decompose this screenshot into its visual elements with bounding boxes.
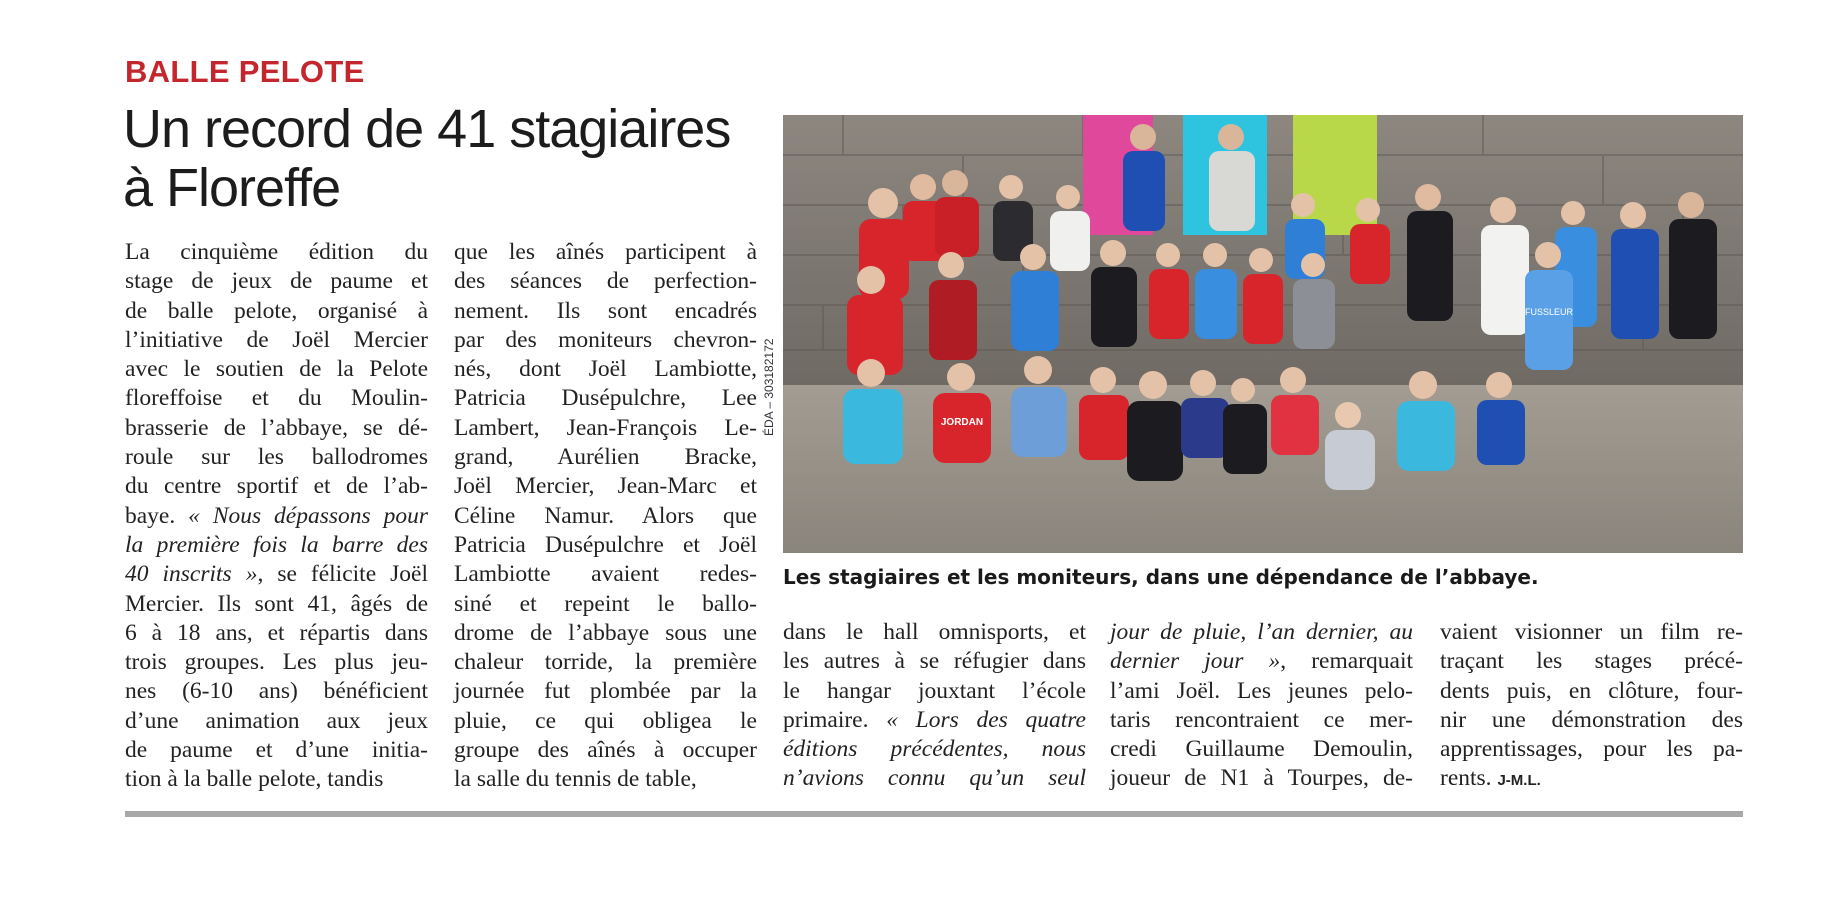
text-line: journée fut plombée par la	[454, 678, 757, 705]
photo-caption: Les stagiaires et les moniteurs, dans une dépendance de l’abbaye.	[783, 565, 1539, 589]
text-line: drome de l’abbaye sous une	[454, 619, 757, 646]
group-photo-illustration	[783, 115, 1743, 553]
article-photo	[783, 115, 1743, 553]
text-line: chaleur torride, la première	[454, 649, 757, 676]
text-line: stage de jeux de paume et	[125, 268, 428, 295]
text-line: credi Guillaume Demoulin,	[1110, 736, 1413, 763]
quote-italic: « Lors des quatre	[886, 706, 1086, 733]
headline-line-2: à Floreffe	[123, 158, 341, 218]
headline	[123, 100, 743, 218]
byline: J-M.L.	[1497, 772, 1541, 790]
text-line: Joël Mercier, Jean-Marc et	[454, 473, 757, 500]
photo-credit: ÉDA – 303182172	[762, 338, 776, 436]
article-column-3	[783, 618, 1086, 794]
text-line: d’une animation aux jeux	[125, 707, 428, 734]
text-line: 6 à 18 ans, et répartis dans	[125, 619, 428, 646]
text-line: traçant les stages précé-	[1440, 648, 1743, 675]
text-line: l’ami Joël. Les jeunes pelo-	[1110, 677, 1413, 704]
text-line: Lambert, Jean-François Le-	[454, 414, 757, 441]
jersey-text-fussleur: FUSSLEUR	[1524, 307, 1574, 317]
text-line: le hangar jouxtant l’école	[783, 677, 1086, 704]
text-line: jour de pluie, l’an dernier, au	[1110, 619, 1413, 645]
text-line: Patricia Dusépulchre, Lee	[454, 385, 757, 412]
article-column-1	[125, 238, 428, 795]
text-fragment: primaire.	[783, 706, 887, 733]
text-line: des séances de perfection-	[454, 268, 757, 295]
text-line-mixed	[1440, 764, 1743, 795]
text-line: Lambiotte avaient redes-	[454, 561, 757, 588]
text-line: Patricia Dusépulchre et Joël	[454, 531, 757, 558]
article-column-5	[1440, 618, 1743, 796]
text-line: apprentissages, pour les pa-	[1440, 736, 1743, 763]
text-line: La cinquième édition du	[125, 239, 428, 265]
quote-italic: 40 inscrits »	[125, 561, 258, 588]
text-line: de balle pelote, organisé à	[125, 297, 428, 324]
text-line: la salle du tennis de table,	[454, 766, 697, 793]
text-line: dans le hall omnisports, et	[783, 619, 1086, 645]
text-line: trois groupes. Les plus jeu-	[125, 649, 428, 676]
headline-line-1: Un record de 41 stagiaires	[123, 99, 731, 159]
text-line-mixed	[125, 502, 428, 531]
text-fragment: rents.	[1440, 765, 1492, 792]
text-line: du centre sportif et de l’ab-	[125, 473, 428, 500]
section-kicker: BALLE PELOTE	[125, 54, 365, 89]
text-line-mixed	[1110, 647, 1413, 676]
text-fragment: baye.	[125, 502, 189, 529]
text-line: nir une démonstration des	[1440, 706, 1743, 733]
text-line: floreffoise et du Moulin-	[125, 385, 428, 412]
text-line: vaient visionner un film re-	[1440, 619, 1743, 645]
article-column-4	[1110, 618, 1413, 794]
text-line: pluie, ce qui obligea le	[454, 707, 757, 734]
text-line: nes (6-10 ans) bénéficient	[125, 678, 428, 705]
text-line-mixed	[125, 560, 428, 589]
text-line: Céline Namur. Alors que	[454, 502, 757, 529]
bottom-rule	[125, 811, 1743, 817]
text-line: de paume et d’une initia-	[125, 737, 428, 764]
text-line: n’avions connu qu’un seul	[783, 765, 1086, 792]
text-line: l’initiative de Joël Mercier	[125, 326, 428, 353]
text-line: avec le soutien de la Pelote	[125, 356, 428, 383]
text-line: que les aînés participent à	[454, 239, 757, 265]
text-line: roule sur les ballodromes	[125, 444, 428, 471]
text-line: brasserie de l’abbaye, se dé-	[125, 414, 428, 441]
text-fragment: , remarquait	[1280, 648, 1413, 675]
jersey-text-jordan: JORDAN	[940, 417, 984, 428]
text-fragment: , se félicite Joël	[257, 561, 428, 588]
text-line-mixed	[783, 706, 1086, 735]
text-line: nés, dont Joël Lambiotte,	[454, 356, 757, 383]
text-line: éditions précédentes, nous	[783, 736, 1086, 763]
text-line: taris rencontraient ce mer-	[1110, 706, 1413, 733]
text-line: siné et repeint le ballo-	[454, 590, 757, 617]
text-line: nement. Ils sont encadrés	[454, 297, 757, 324]
article-column-2	[454, 238, 757, 795]
text-line: tion à la balle pelote, tandis	[125, 766, 384, 793]
quote-italic: dernier jour »	[1110, 648, 1281, 675]
text-line: Mercier. Ils sont 41, âgés de	[125, 590, 428, 617]
text-line: par des moniteurs chevron-	[454, 326, 757, 353]
text-line: joueur de N1 à Tourpes, de-	[1110, 765, 1413, 792]
text-line: les autres à se réfugier dans	[783, 648, 1086, 675]
text-line: groupe des aînés à occuper	[454, 737, 757, 764]
quote-italic: « Nous dépassons pour	[188, 502, 428, 529]
text-line: grand, Aurélien Bracke,	[454, 444, 757, 471]
text-line: la première fois la barre des	[125, 531, 428, 558]
text-line: dents puis, en clôture, four-	[1440, 677, 1743, 704]
